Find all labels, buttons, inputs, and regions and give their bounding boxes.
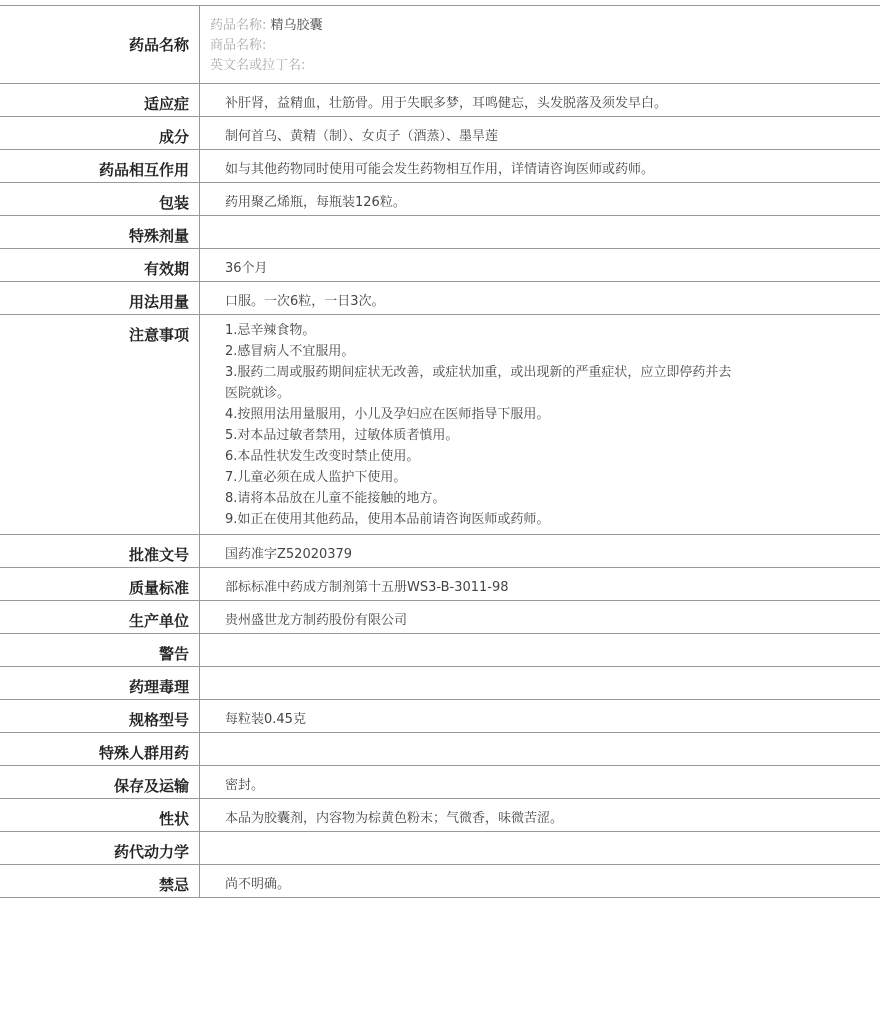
row-value: 36个月 xyxy=(225,261,268,276)
table-row-pharmacokinetics xyxy=(0,832,880,865)
row-value: 如与其他药物同时使用可能会发生药物相互作用，详情请咨询医师或药师。 xyxy=(225,162,655,177)
table-row-approval-number xyxy=(0,535,880,568)
precaution-line: 7.儿童必须在成人监护下使用。 xyxy=(225,470,407,485)
table-row-precautions xyxy=(0,315,880,535)
row-value: 药用聚乙烯瓶，每瓶装126粒。 xyxy=(225,195,406,210)
row-value xyxy=(200,216,880,248)
row-label: 警告 xyxy=(0,634,200,666)
row-label: 生产单位 xyxy=(0,601,200,633)
drug-spec-table xyxy=(0,5,880,898)
latin-name-key: 英文名或拉丁名: xyxy=(210,58,306,73)
table-row-warning xyxy=(0,634,880,667)
precaution-line: 4.按照用法用量服用，小儿及孕妇应在医师指导下服用。 xyxy=(225,407,550,422)
row-value: 密封。 xyxy=(225,778,265,793)
row-label: 质量标准 xyxy=(0,568,200,600)
row-value: 本品为胶囊剂，内容物为棕黄色粉末；气微香，味微苦涩。 xyxy=(225,811,564,826)
drug-name-values xyxy=(200,6,880,83)
row-label: 禁忌 xyxy=(0,865,200,897)
row-label: 药品相互作用 xyxy=(0,150,200,182)
row-value: 尚不明确。 xyxy=(225,877,291,892)
table-row-contraindications xyxy=(0,865,880,898)
row-value xyxy=(200,667,880,699)
table-row-quality-standard xyxy=(0,568,880,601)
row-label: 成分 xyxy=(0,117,200,149)
trade-name-key: 商品名称: xyxy=(210,38,267,53)
row-label: 批准文号 xyxy=(0,535,200,567)
row-value: 补肝肾，益精血，壮筋骨。用于失眠多梦，耳鸣健忘，头发脱落及须发早白。 xyxy=(225,96,668,111)
table-row-ingredients xyxy=(0,117,880,150)
row-value: 口服。一次6粒，一日3次。 xyxy=(225,294,385,309)
row-label: 保存及运输 xyxy=(0,766,200,798)
row-value xyxy=(200,634,880,666)
precaution-line: 6.本品性状发生改变时禁止使用。 xyxy=(225,449,420,464)
table-row-drug-name xyxy=(0,6,880,84)
row-label: 特殊人群用药 xyxy=(0,733,200,765)
table-row-special-populations xyxy=(0,733,880,766)
precaution-line: 9.如正在使用其他药品，使用本品前请咨询医师或药师。 xyxy=(225,512,550,527)
row-label: 药理毒理 xyxy=(0,667,200,699)
precaution-line: 8.请将本品放在儿童不能接触的地方。 xyxy=(225,491,446,506)
table-row-manufacturer xyxy=(0,601,880,634)
row-value: 贵州盛世龙方制药股份有限公司 xyxy=(225,613,408,628)
row-label: 用法用量 xyxy=(0,282,200,314)
table-row-specification xyxy=(0,700,880,733)
row-label: 药品名称 xyxy=(0,6,200,83)
row-value xyxy=(200,832,880,864)
precaution-line: 3.服药二周或服药期间症状无改善，或症状加重，或出现新的严重症状，应立即停药并去 xyxy=(225,365,732,380)
table-row-packaging xyxy=(0,183,880,216)
table-row-description xyxy=(0,799,880,832)
row-label: 性状 xyxy=(0,799,200,831)
table-row-shelf-life xyxy=(0,249,880,282)
row-label: 药代动力学 xyxy=(0,832,200,864)
row-value: 每粒装0.45克 xyxy=(225,712,306,727)
precaution-line: 5.对本品过敏者禁用，过敏体质者慎用。 xyxy=(225,428,459,443)
row-value: 国药准字Z52020379 xyxy=(225,547,353,562)
row-label: 规格型号 xyxy=(0,700,200,732)
row-value: 部标标准中药成方制剂第十五册WS3-B-3011-98 xyxy=(225,580,509,595)
generic-name-value: 精乌胶囊 xyxy=(270,18,323,33)
row-label: 适应症 xyxy=(0,84,200,116)
table-row-pharmacology xyxy=(0,667,880,700)
table-row-usage-dosage xyxy=(0,282,880,315)
row-value: 制何首乌、黄精（制）、女贞子（酒蒸）、墨旱莲 xyxy=(225,129,499,144)
precaution-line: 医院就诊。 xyxy=(225,386,291,401)
table-row-indications xyxy=(0,84,880,117)
row-label: 注意事项 xyxy=(0,315,200,534)
trade-name-line xyxy=(210,36,880,56)
table-row-special-dosage xyxy=(0,216,880,249)
row-label: 特殊剂量 xyxy=(0,216,200,248)
row-value xyxy=(200,733,880,765)
precautions-list xyxy=(200,315,880,534)
latin-name-line xyxy=(210,56,880,76)
generic-name-line xyxy=(210,16,880,36)
row-label: 包装 xyxy=(0,183,200,215)
generic-name-key: 药品名称: xyxy=(210,18,267,33)
row-label: 有效期 xyxy=(0,249,200,281)
precaution-line: 2.感冒病人不宜服用。 xyxy=(225,344,355,359)
table-row-storage xyxy=(0,766,880,799)
precaution-line: 1.忌辛辣食物。 xyxy=(225,323,316,338)
table-row-interactions xyxy=(0,150,880,183)
